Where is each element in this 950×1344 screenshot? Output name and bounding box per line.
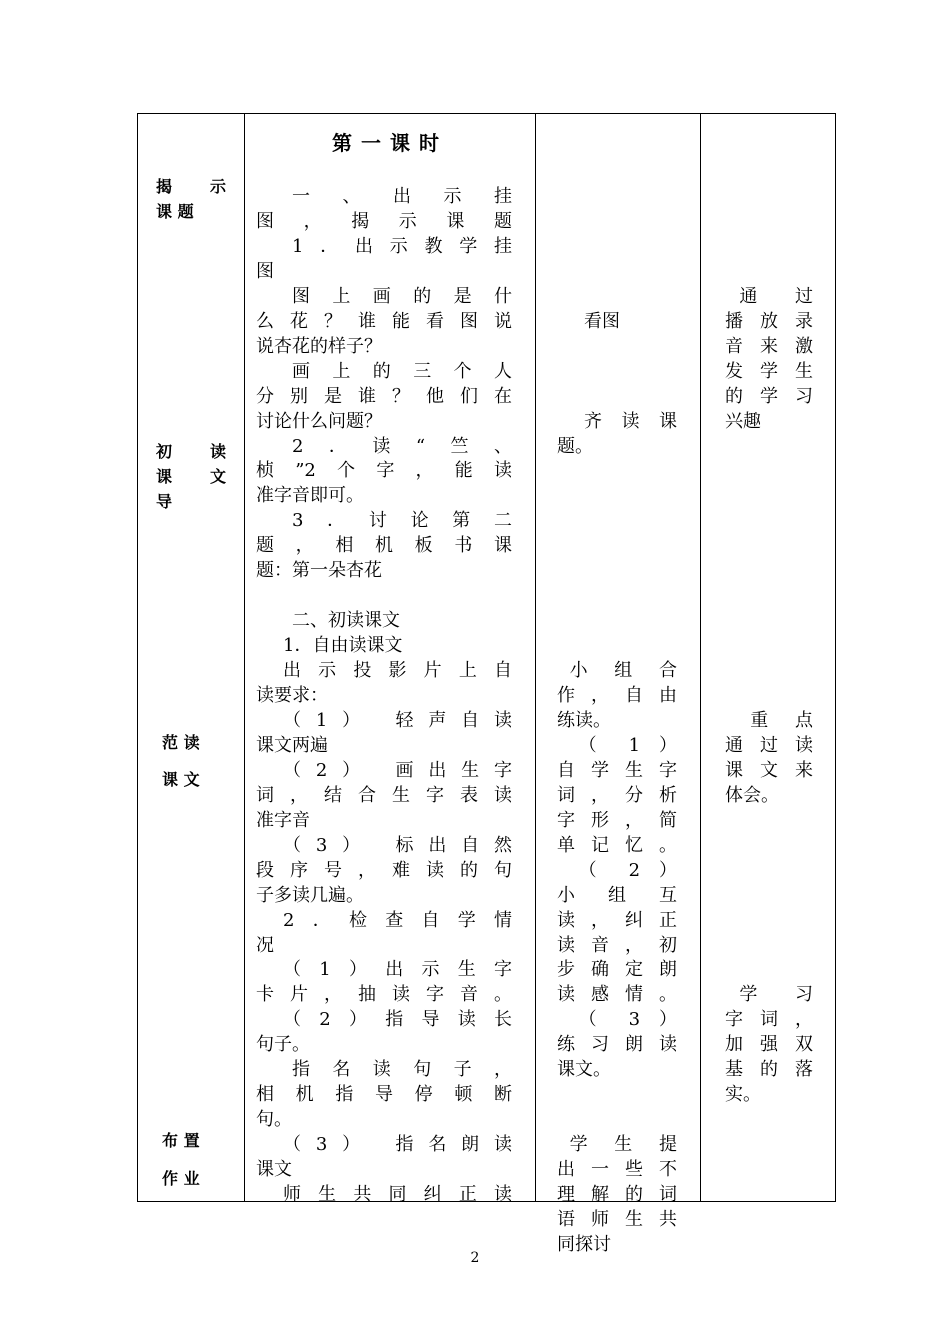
col4-text-line: 的学习 xyxy=(725,385,813,407)
col4-text-line: 播放录 xyxy=(725,310,813,332)
col3-text-line: 小 组 互 xyxy=(557,884,677,906)
col2-text-line: 子多读几遍。 xyxy=(256,884,364,906)
col2-text-line: 词，结合生字表读 xyxy=(256,784,512,806)
lesson-plan-table xyxy=(137,113,836,1255)
col3-text-line: 练习朗读 xyxy=(557,1034,677,1056)
col2-text-line: 读要求： xyxy=(256,685,328,706)
page-number: 2 xyxy=(470,1250,480,1266)
col3-text-line: 读音，初 xyxy=(557,934,677,956)
col2-text-line: 出示投影片上自 xyxy=(283,660,512,682)
col2-text-line: 准字音即可。 xyxy=(256,485,364,507)
col2-text-line: （1） 轻声自读 xyxy=(283,709,512,731)
label-first-read-line2: 课 文 xyxy=(156,467,226,486)
col2-text-line: 2．读“竺、 xyxy=(292,435,512,457)
col3-text-line: 单记忆。 xyxy=(557,834,677,856)
col3-text-line: 自学生字 xyxy=(557,759,677,781)
col3-text-line: 理解的词 xyxy=(557,1184,677,1205)
col4-text-line: 课文来 xyxy=(725,759,813,781)
col2-text-line: 一 、 出 示 挂 xyxy=(292,186,512,207)
col2-text-line: （3） 指名朗读 xyxy=(283,1134,512,1156)
col2-text-line: （2） 画出生字 xyxy=(283,759,512,781)
col2-text-line: 句子。 xyxy=(256,1034,310,1056)
col2-text-line: 桢”2个字，能读 xyxy=(256,460,512,482)
col2-text-line: 课文 xyxy=(256,1159,292,1181)
label-model-read-line1: 范 读 xyxy=(162,733,200,752)
col2-text-line: 况 xyxy=(256,934,274,956)
col2-text-line: 指名读句子， xyxy=(292,1059,512,1081)
col3-text-line: 出一些不 xyxy=(557,1159,677,1181)
col2-text-line: 讨论什么问题？ xyxy=(256,410,382,432)
col4-text-line: 字词， xyxy=(725,1009,813,1031)
col4-text-line: 重 点 xyxy=(750,709,813,731)
label-reveal-line1: 揭 示 xyxy=(156,177,226,196)
col2-text-line: 1．自由读课文 xyxy=(283,635,403,657)
col2-text-line: 图上画的是什 xyxy=(292,285,512,307)
col2-text-line: 题，相机板书课 xyxy=(256,535,512,557)
col2-text-line: 分别是谁？他们在 xyxy=(256,385,512,407)
col4-text-line: 实。 xyxy=(725,1084,761,1106)
col2-text-line: 句。 xyxy=(256,1109,292,1131)
col2-text-line: 1．出示教学挂 xyxy=(292,235,512,257)
col4-text-line: 兴趣 xyxy=(725,410,761,432)
col2-text-line: 二、初读课文 xyxy=(292,610,400,632)
col2-text-line: 画上的三个人 xyxy=(292,360,512,382)
col4-text-line: 发学生 xyxy=(725,360,813,382)
col3-text-line: 同探讨 xyxy=(557,1233,611,1255)
label-homework-line2: 作 业 xyxy=(162,1169,200,1188)
label-first-read-line1: 初 读 xyxy=(156,442,226,461)
col2-text-line: 题：第一朵杏花 xyxy=(256,560,382,582)
col2-text-line: 3．讨论第二 xyxy=(292,510,512,532)
col3-text-line: 步确定朗 xyxy=(557,959,677,981)
design-intent-column xyxy=(701,114,837,1201)
col4-text-line: 体会。 xyxy=(725,784,779,806)
col3-text-line: （ 2 ） xyxy=(578,859,677,881)
col2-text-line: （3） 标出自然 xyxy=(283,834,512,856)
col2-text-line: 师生共同纠正读 xyxy=(283,1184,512,1205)
col2-text-line: 相机指导停顿断 xyxy=(256,1084,512,1106)
col3-text-line: 作，自由 xyxy=(557,685,677,706)
col3-text-line: 课文。 xyxy=(557,1059,611,1081)
col4-text-line: 通过读 xyxy=(725,734,813,756)
label-first-read-line3: 导 xyxy=(156,492,173,511)
col3-text-line: 字形，简 xyxy=(557,809,677,831)
col3-text-line: （ 3 ） xyxy=(578,1009,677,1031)
section-label-column xyxy=(138,114,244,1201)
col2-text-line: 图，揭示课题 xyxy=(256,210,512,232)
lesson-title: 第一课时 xyxy=(332,131,448,155)
col3-text-line: 学 生 提 xyxy=(569,1134,677,1156)
col4-text-line: 音来激 xyxy=(725,335,813,357)
col3-text-line: 题。 xyxy=(557,435,593,457)
col2-text-line: 2．检查自学情 xyxy=(283,909,512,931)
col4-text-line: 加强双 xyxy=(725,1034,813,1056)
col4-text-line: 通 过 xyxy=(739,285,813,307)
col3-text-line: 练读。 xyxy=(557,709,611,731)
col2-text-line: 卡片，抽读字音。 xyxy=(256,984,512,1006)
col2-text-line: （2）指导读长 xyxy=(283,1009,512,1031)
label-reveal-line2: 课 题 xyxy=(156,202,194,221)
col2-text-line: 准字音 xyxy=(256,809,310,831)
col3-text-line: 读感情。 xyxy=(557,984,677,1006)
col3-text-line: （ 1 ） xyxy=(578,734,677,756)
col3-text-line: 看图 xyxy=(584,310,620,332)
teaching-process-column xyxy=(245,114,535,1205)
col2-text-line: 段序号，难读的句 xyxy=(256,859,512,881)
col3-text-line: 词，分析 xyxy=(557,784,677,806)
col2-text-line: 说杏花的样子？ xyxy=(256,335,382,357)
col2-text-line: 课文两遍 xyxy=(256,734,328,756)
col2-text-line: 么花？谁能看图说 xyxy=(256,310,512,332)
col3-text-line: 读，纠正 xyxy=(557,909,677,931)
label-model-read-line2: 课 文 xyxy=(162,770,200,789)
col4-text-line: 学 习 xyxy=(739,984,813,1006)
col3-text-line: 齐 读 课 xyxy=(584,410,677,432)
student-activity-column xyxy=(536,114,700,1255)
col2-text-line: （1）出示生字 xyxy=(283,959,512,981)
label-homework-line1: 布 置 xyxy=(162,1131,200,1150)
col3-text-line: 小 组 合 xyxy=(569,660,677,682)
col2-text-line: 图 xyxy=(256,260,274,282)
col4-text-line: 基的落 xyxy=(725,1059,813,1081)
col3-text-line: 语师生共 xyxy=(557,1208,677,1230)
